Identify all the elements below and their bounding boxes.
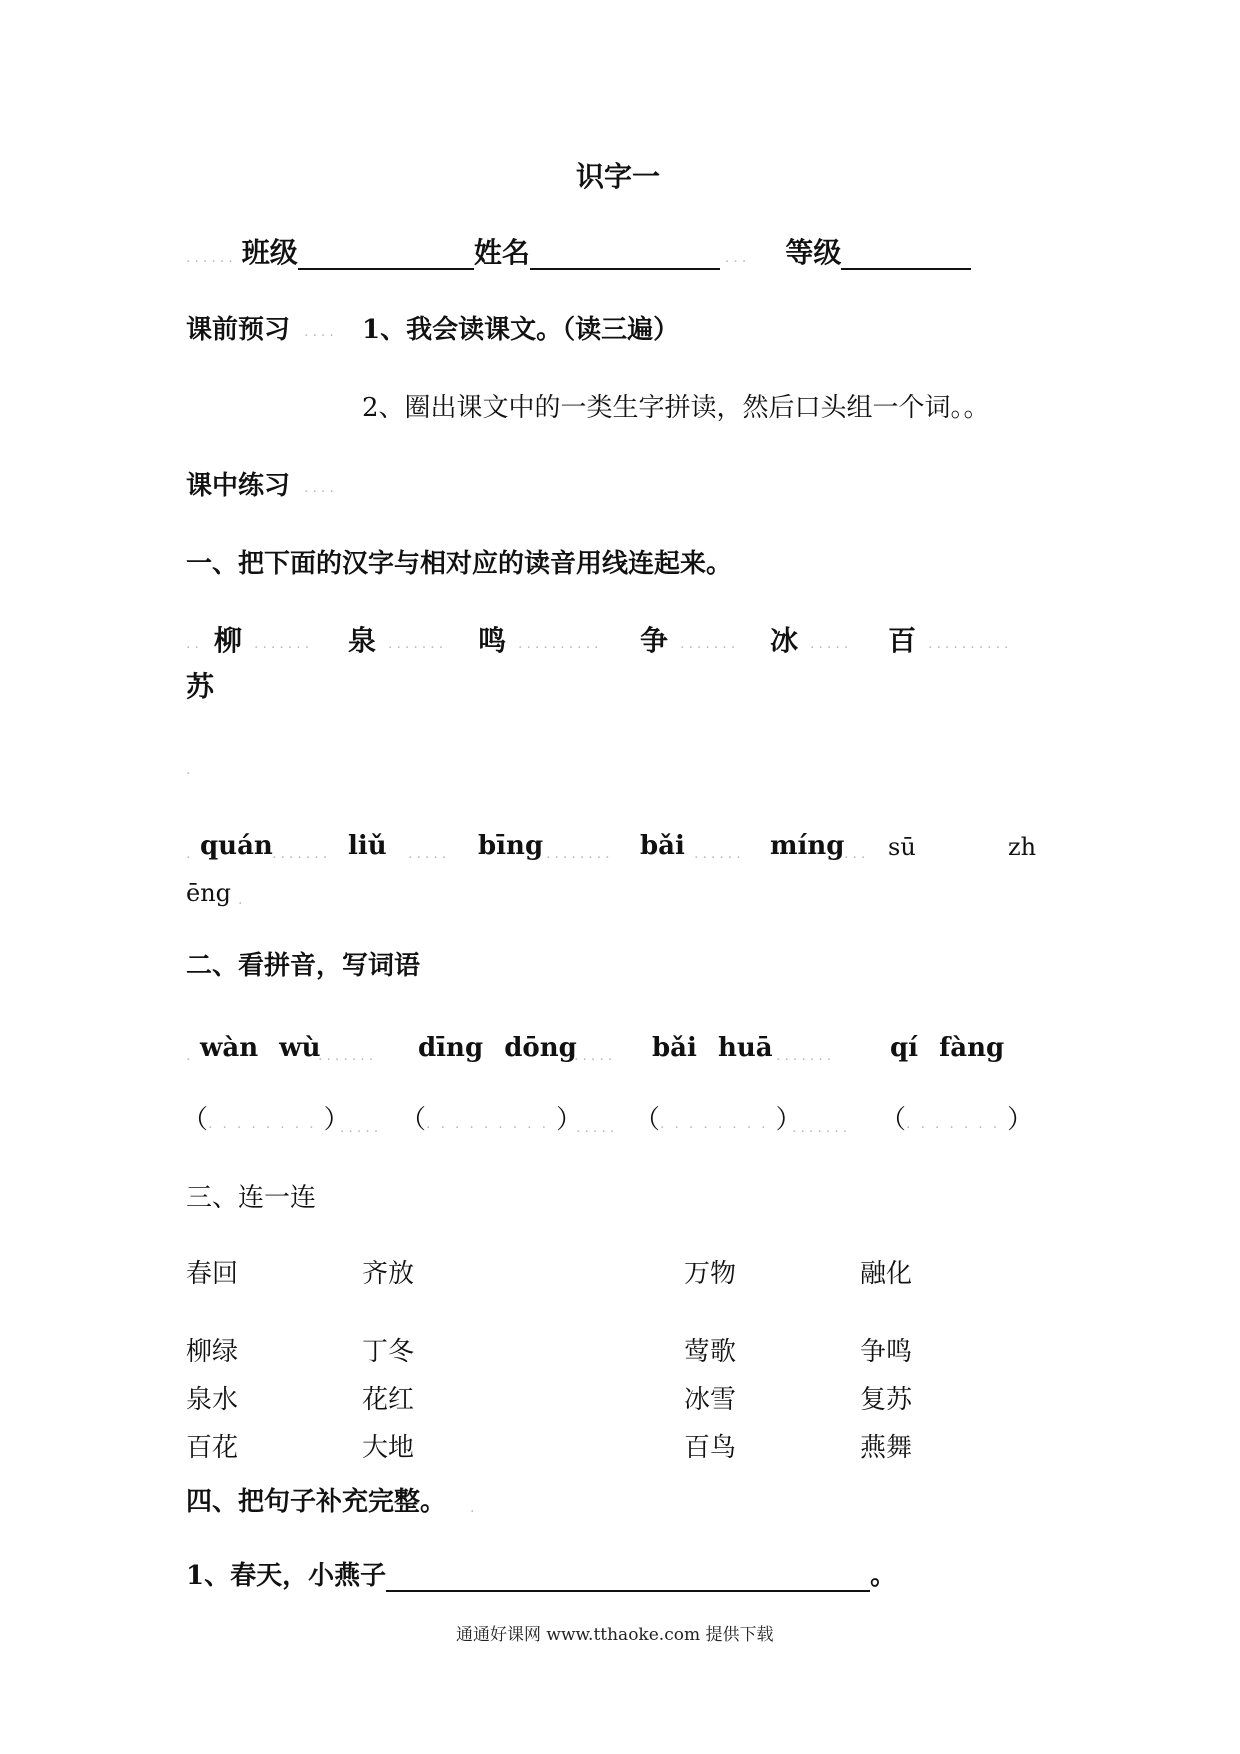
close-paren: ） bbox=[775, 1105, 802, 1135]
q1-pinyin-wrap: ēng bbox=[186, 879, 232, 907]
answer-blank[interactable]: （........） bbox=[182, 1105, 350, 1135]
q1-char: 鸣 bbox=[478, 624, 507, 657]
q1-char: 冰 bbox=[770, 624, 799, 657]
header-row bbox=[186, 236, 971, 270]
footer-credit: 通通好课网 www.tthaoke.com 提供下载 bbox=[456, 1625, 774, 1645]
leader-dots: . bbox=[470, 1500, 479, 1516]
q1-char: 百 bbox=[888, 624, 917, 657]
q1-pinyin: liǔ bbox=[348, 831, 387, 861]
match-word[interactable]: 大地 bbox=[362, 1433, 415, 1463]
leader-dots: ..... bbox=[408, 846, 451, 862]
leader-dots: .......... bbox=[928, 636, 1013, 652]
leader-dots: .... bbox=[304, 480, 338, 496]
q1-pinyin: quán bbox=[200, 831, 273, 861]
q2-pinyin: qí fàng bbox=[890, 1033, 1005, 1063]
match-word[interactable]: 花红 bbox=[362, 1385, 415, 1415]
q2-pinyin: wàn wù bbox=[200, 1033, 321, 1063]
leader-dots: . bbox=[186, 1048, 195, 1064]
close-paren: ） bbox=[1007, 1105, 1034, 1135]
leader-dots: ....... bbox=[792, 1120, 852, 1136]
sentence-1 bbox=[186, 1560, 896, 1592]
page-title: 识字一 bbox=[576, 160, 661, 193]
class-label: 班级 bbox=[241, 236, 298, 269]
sentence-1-prefix: 1、春天，小燕子 bbox=[186, 1561, 387, 1591]
q1-char: 争 bbox=[640, 624, 669, 657]
leader-dots: . bbox=[186, 762, 195, 778]
leader-dots: ..... bbox=[574, 1048, 617, 1064]
leader-dots: ... bbox=[724, 250, 751, 266]
q1-heading: 一、把下面的汉字与相对应的读音用线连起来。 bbox=[186, 549, 733, 579]
open-paren: （ bbox=[880, 1105, 907, 1135]
match-word[interactable]: 百花 bbox=[186, 1433, 239, 1463]
open-paren: （ bbox=[400, 1105, 427, 1135]
q3-heading: 三、连一连 bbox=[186, 1183, 317, 1213]
match-word[interactable]: 百鸟 bbox=[684, 1433, 737, 1463]
leader-dots: ... bbox=[844, 846, 870, 862]
q2-heading: 二、看拼音，写词语 bbox=[186, 951, 421, 981]
match-word[interactable]: 万物 bbox=[684, 1259, 737, 1289]
q1-pinyin: zh bbox=[1008, 833, 1037, 861]
leader-dots: ....... bbox=[318, 1048, 378, 1064]
leader-dots: ...... bbox=[694, 846, 745, 862]
answer-blank[interactable]: （........） bbox=[634, 1105, 802, 1135]
leader-dots: . bbox=[186, 846, 195, 862]
leader-dots: ........ bbox=[546, 846, 614, 862]
match-word[interactable]: 燕舞 bbox=[860, 1433, 913, 1463]
open-paren: （ bbox=[634, 1105, 661, 1135]
grade-label: 等级 bbox=[785, 236, 842, 269]
match-word[interactable]: 柳绿 bbox=[186, 1337, 239, 1367]
leader-dots: . bbox=[238, 892, 247, 908]
q1-pinyin: bǎi bbox=[640, 831, 685, 861]
grade-field[interactable] bbox=[841, 242, 971, 270]
q4-heading: 四、把句子补充完整。 bbox=[186, 1487, 447, 1517]
leader-dots: ..... bbox=[340, 1120, 383, 1136]
name-field[interactable] bbox=[530, 242, 720, 270]
q1-pinyin: sū bbox=[888, 833, 916, 861]
leader-dots: ..... bbox=[810, 636, 853, 652]
class-field[interactable] bbox=[298, 242, 474, 270]
q1-pinyin: bīng bbox=[478, 831, 544, 861]
preview-section-label: 课前预习 bbox=[186, 315, 291, 345]
close-paren: ） bbox=[323, 1105, 350, 1135]
leader-dots: ....... bbox=[776, 1048, 836, 1064]
leader-dots: ....... bbox=[680, 636, 740, 652]
leader-dots: .......... bbox=[518, 636, 603, 652]
match-word[interactable]: 齐放 bbox=[362, 1259, 415, 1289]
q1-char: 泉 bbox=[348, 624, 377, 657]
match-word[interactable]: 冰雪 bbox=[684, 1385, 737, 1415]
close-paren: ） bbox=[556, 1105, 583, 1135]
q1-char: 柳 bbox=[214, 624, 243, 657]
name-label: 姓名 bbox=[473, 236, 530, 269]
q2-pinyin: bǎi huā bbox=[652, 1033, 773, 1063]
match-word[interactable]: 莺歌 bbox=[684, 1337, 737, 1367]
match-word[interactable]: 融化 bbox=[860, 1259, 913, 1289]
leader-dots: .. bbox=[186, 636, 203, 652]
sentence-1-suffix: 。 bbox=[870, 1561, 897, 1591]
leader-dots: .... bbox=[304, 324, 338, 340]
leader-dots: ....... bbox=[272, 846, 332, 862]
preview-item-2: 2、圈出课文中的一类生字拼读，然后口头组一个词。。 bbox=[362, 393, 990, 423]
q2-pinyin: dīng dōng bbox=[418, 1033, 577, 1063]
sentence-1-blank[interactable] bbox=[386, 1564, 870, 1592]
leader-dots: ..... bbox=[576, 1120, 619, 1136]
leader-dots: ....... bbox=[254, 636, 314, 652]
answer-blank[interactable]: （.........） bbox=[400, 1105, 583, 1135]
practice-section-label: 课中练习 bbox=[186, 471, 291, 501]
open-paren: （ bbox=[182, 1105, 209, 1135]
leader-dots: ....... bbox=[388, 636, 448, 652]
match-word[interactable]: 泉水 bbox=[186, 1385, 239, 1415]
match-word[interactable]: 争鸣 bbox=[860, 1337, 913, 1367]
q1-pinyin: míng bbox=[770, 831, 845, 861]
match-word[interactable]: 复苏 bbox=[860, 1385, 913, 1415]
preview-item-1: 1、我会读课文。（读三遍） bbox=[362, 315, 680, 345]
answer-blank[interactable]: （.......） bbox=[880, 1105, 1034, 1135]
match-word[interactable]: 丁冬 bbox=[362, 1337, 415, 1367]
leader-dots: ...... bbox=[186, 250, 237, 266]
match-word[interactable]: 春回 bbox=[186, 1259, 239, 1289]
q1-char: 苏 bbox=[186, 670, 215, 703]
